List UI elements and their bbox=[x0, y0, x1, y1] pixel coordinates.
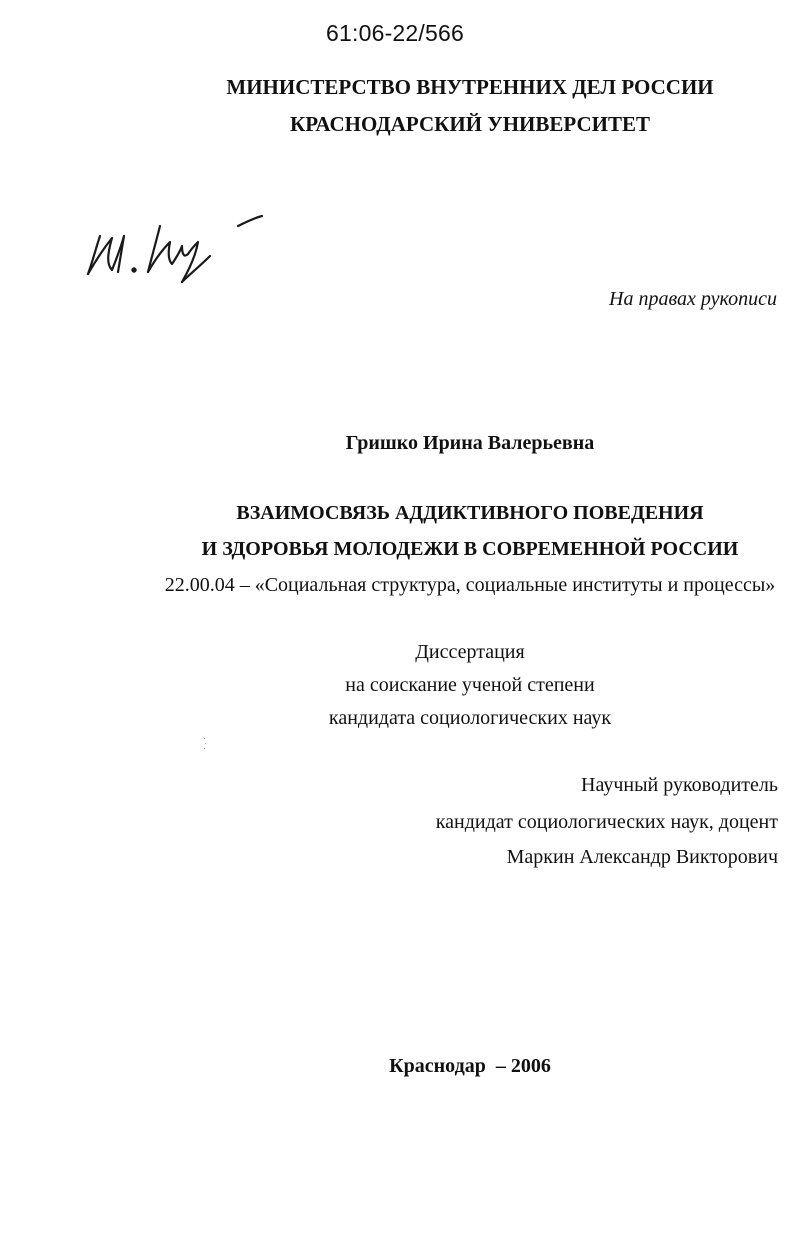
thesis-title-line-2: И ЗДОРОВЬЯ МОЛОДЕЖИ В СОВРЕМЕННОЙ РОССИИ bbox=[201, 538, 739, 560]
advisor-rank: кандидат социологических наук, доцент bbox=[435, 811, 778, 833]
scan-speck bbox=[204, 738, 206, 750]
thesis-type: Диссертация bbox=[415, 641, 525, 663]
degree-line-1: на соискание ученой степени bbox=[345, 674, 595, 696]
archive-code: 61:06-22/566 bbox=[326, 20, 464, 46]
university-heading: КРАСНОДАРСКИЙ УНИВЕРСИТЕТ bbox=[290, 112, 650, 136]
advisor-label: Научный руководитель bbox=[581, 774, 778, 796]
handwritten-signature-icon bbox=[78, 208, 268, 288]
author-name: Гришко Ирина Валерьевна bbox=[345, 432, 595, 454]
city-year: Краснодар – 2006 bbox=[389, 1055, 551, 1077]
ministry-heading: МИНИСТЕРСТВО ВНУТРЕННИХ ДЕЛ РОССИИ bbox=[226, 75, 714, 99]
degree-line-2: кандидата социологических наук bbox=[328, 707, 612, 729]
advisor-name: Маркин Александр Викторович bbox=[506, 846, 778, 868]
manuscript-note: На правах рукописи bbox=[609, 288, 777, 310]
specialty-code: 22.00.04 – «Социальная структура, социальные институты и процессы» bbox=[164, 574, 776, 596]
thesis-title-line-1: ВЗАИМОСВЯЗЬ АДДИКТИВНОГО ПОВЕДЕНИЯ bbox=[236, 502, 704, 524]
